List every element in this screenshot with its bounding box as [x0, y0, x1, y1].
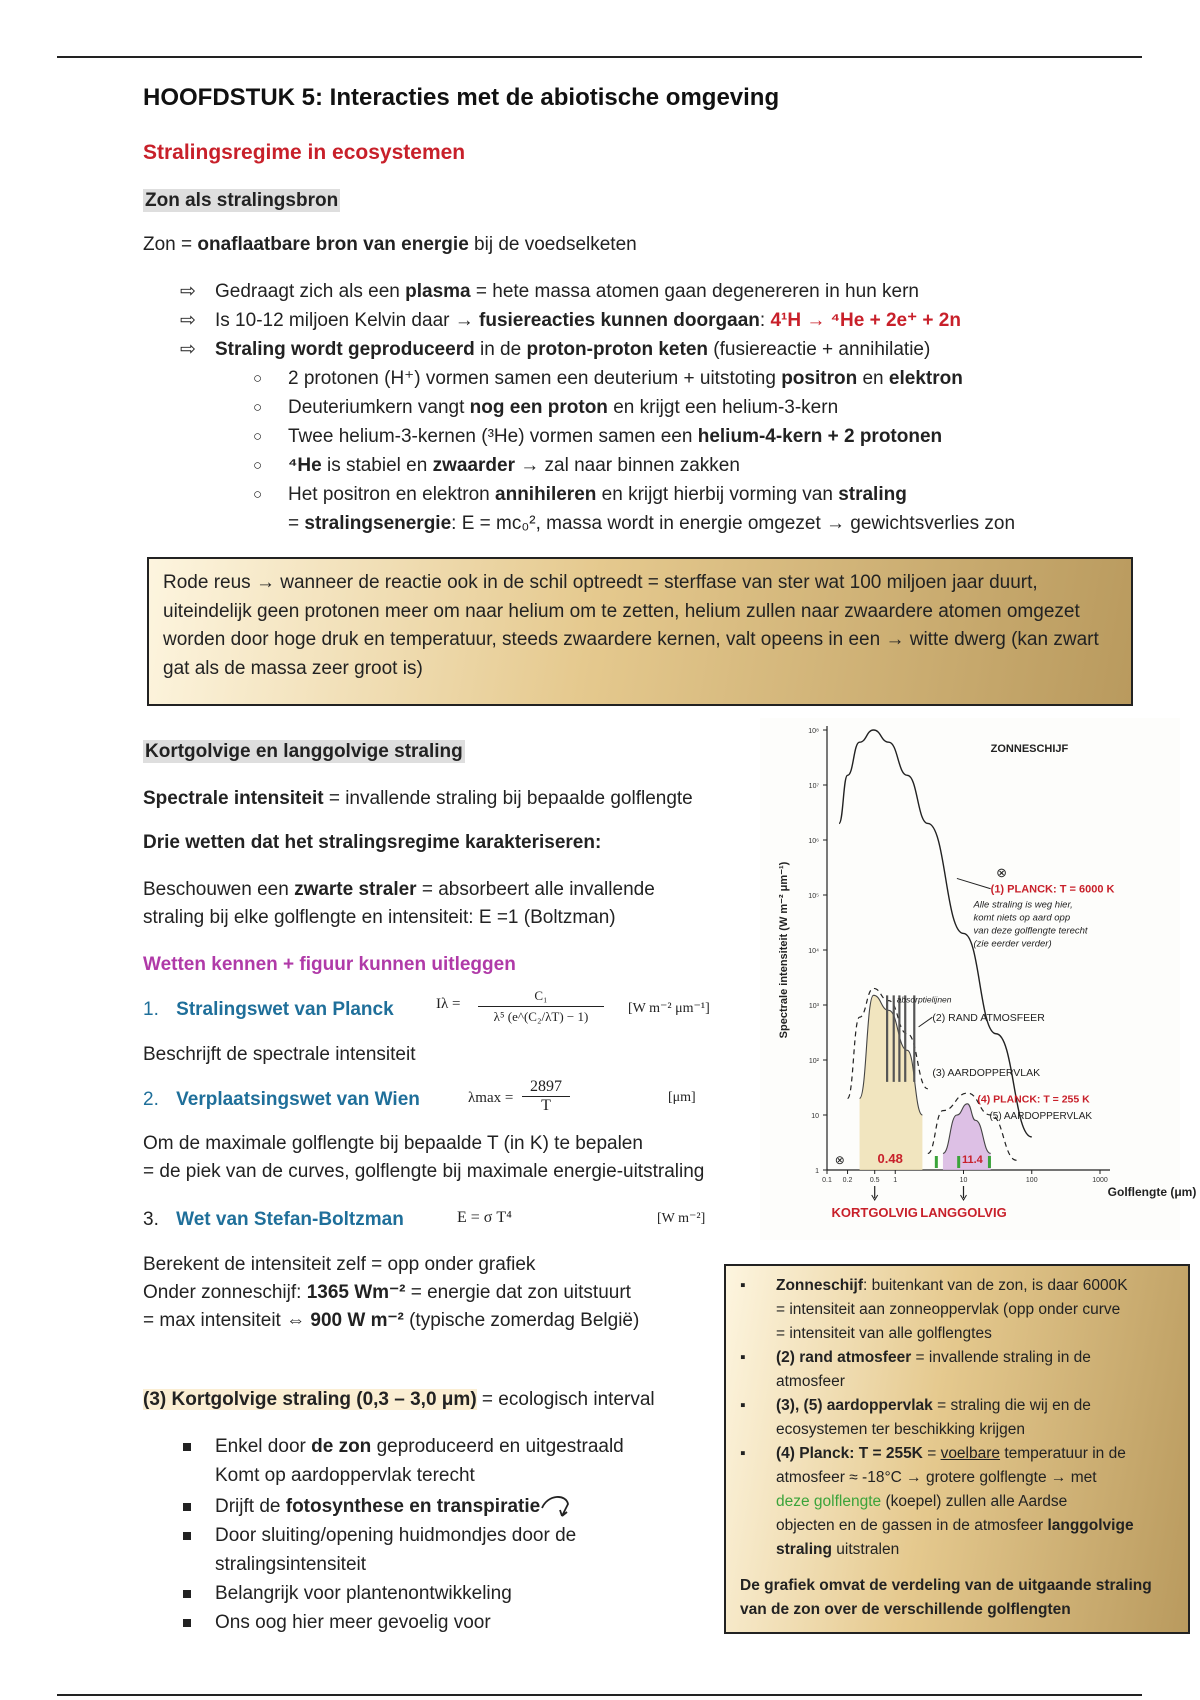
law2-row	[143, 1086, 420, 1114]
planck-lhs: Iλ =	[436, 996, 461, 1012]
l2b: atmosfeer	[776, 1373, 845, 1390]
peak-label-long: 11.4	[961, 1153, 983, 1166]
x-tick-label: 10	[959, 1177, 968, 1184]
list-item-continuation	[250, 509, 1015, 538]
square-bullet-icon: ▪	[740, 1445, 746, 1462]
y-tick-label: 1	[815, 1168, 819, 1175]
planck-fraction	[478, 988, 604, 1025]
s1-mid: en	[857, 368, 889, 389]
list-item-continuation: stralingsintensiteit	[215, 1554, 367, 1575]
s4-bold1: ⁴He	[288, 455, 322, 476]
arrow-icon: ⇨	[180, 339, 196, 360]
s4-bold2: zwaarder	[432, 455, 515, 476]
law3-desc3-pre: = max intensiteit ⇔	[143, 1310, 311, 1331]
p1-bold: plasma	[405, 281, 471, 302]
law3-name: Wet van Stefan-Boltzman	[176, 1209, 404, 1230]
list-item	[740, 1442, 1178, 1562]
s1-bold1: positron	[781, 368, 858, 389]
y-tick-label: 10³	[808, 1003, 819, 1010]
list-item	[740, 1346, 1178, 1394]
planck-unit: [W m⁻² μm⁻¹]	[628, 1001, 710, 1016]
b5: Ons oog hier meer gevoelig voor	[215, 1612, 491, 1633]
law3-desc1: Berekent de intensiteit zelf = opp onder grafiek	[143, 1254, 536, 1275]
l4c-post: (koepel) zullen alle Aardse	[881, 1493, 1068, 1510]
fusion-equation: 4¹H → ⁴He + 2e⁺ + 2n	[770, 310, 961, 331]
list-item	[183, 1490, 624, 1521]
x-tick-label: 0.2	[842, 1177, 853, 1184]
wien-numerator: 2897	[522, 1078, 570, 1097]
s3-pre: Twee helium-3-kernen (³He) vormen samen een	[288, 426, 698, 447]
b1-pre: Enkel door	[215, 1436, 312, 1457]
legend-footer: De grafiek omvat de verdeling van de uitgaande straling van de zon over de verschillende golflengten	[740, 1577, 1152, 1618]
law3-desc3-post: (typische zomerdag België)	[403, 1310, 640, 1331]
s4-mid: is stabiel en	[321, 455, 433, 476]
wien-unit: [μm]	[668, 1090, 696, 1105]
list-item	[183, 1521, 624, 1550]
handwritten-note: van deze golflengte terecht	[973, 925, 1088, 937]
circle-bullet-icon: ○	[253, 399, 263, 416]
spectral-chart	[760, 718, 1197, 1240]
rode-reus-text: Rode reus → wanneer de reactie ook in de schil optreedt = sterffase van ster wat 100 miljoen jaar duurt, uiteindelijk geen protonen meer om naar helium om te zetten, helium zullen naar zwaardere atomen omgezet worden door hoge druk en temperatuur, steeds zwaardere kernen, valt opeens in een → witte dwerg (kan zwart gat als de massa zeer groot is)	[163, 572, 1099, 679]
l4d-pre: objecten en de gassen in de atmosfeer	[776, 1517, 1048, 1534]
square-bullet-icon	[183, 1503, 191, 1511]
s1-pre: 2 protonen (H⁺) vormen samen een deuterium + uitstoting	[288, 368, 782, 389]
stefan-formula: E = σ T⁴	[457, 1209, 512, 1226]
y-tick-label: 10⁵	[808, 893, 819, 900]
circle-bullet-icon: ○	[253, 428, 263, 445]
section-title: Stralingsregime in ecosystemen	[143, 141, 466, 164]
p3-bold2: proton-proton keten	[526, 339, 708, 360]
b1-post: geproduceerd en uitgestraald	[371, 1436, 624, 1457]
l3-post: = straling die wij en de	[932, 1397, 1091, 1414]
l4b: atmosfeer ≈ -18°C → grotere golflengte → met	[776, 1469, 1097, 1486]
list-item	[740, 1394, 1178, 1442]
list-item-continuation: Komt op aardoppervlak terecht	[215, 1465, 475, 1486]
kortgolvig-list	[183, 1432, 624, 1637]
annotation-zonneschijf: ZONNESCHIJF	[990, 742, 1069, 755]
chapter-title: HOOFDSTUK 5: Interacties met de abiotische omgeving	[143, 84, 780, 111]
x-tick-label: 1000	[1092, 1177, 1108, 1184]
curly-arrow-icon	[540, 1490, 574, 1520]
l4-post2: temperatuur in de	[1000, 1445, 1126, 1462]
l3b: ecosystemen ter beschikking krijgen	[776, 1421, 1025, 1438]
law1-name: Stralingswet van Planck	[176, 999, 394, 1020]
p1-post: = hete massa atomen gaan degenereren in hun kern	[470, 281, 920, 302]
p1-pre: Gedraagt zich als een	[215, 281, 406, 302]
l4c-green: deze golflengte	[776, 1493, 882, 1510]
law2-name: Verplaatsingswet van Wien	[176, 1089, 420, 1110]
square-bullet-icon: ▪	[740, 1349, 746, 1366]
list-item	[183, 1579, 624, 1608]
square-bullet-icon	[183, 1590, 191, 1598]
list-item	[250, 364, 1015, 393]
zwart-post2: straling bij elke golflengte en intensiteit: E =1 (Boltzman)	[143, 907, 616, 928]
list-item	[180, 306, 961, 335]
s2-bold: nog een proton	[469, 397, 608, 418]
p2-colon: :	[759, 310, 771, 331]
law1-desc: Beschrijft de spectrale intensiteit	[143, 1044, 416, 1065]
kortgolvig-heading-bold: (3) Kortgolvige straling (0,3 – 3,0 μm)	[143, 1389, 477, 1410]
handwritten-note: Alle straling is weg hier,	[973, 899, 1073, 911]
square-bullet-icon: ▪	[740, 1397, 746, 1414]
straling-heading	[143, 738, 465, 766]
list-item	[183, 1608, 624, 1637]
law2-num: 2.	[143, 1089, 159, 1110]
l4-post1: =	[922, 1445, 941, 1462]
square-bullet-icon	[183, 1619, 191, 1627]
l4-underline: voelbare	[940, 1445, 1001, 1462]
wien-lhs: λmax =	[468, 1090, 514, 1106]
y-tick-label: 10⁶	[808, 838, 819, 845]
s5-bold1: annihileren	[495, 484, 597, 505]
zwart-post1: = absorbeert alle invallende	[416, 879, 655, 900]
legend-list	[726, 1266, 1188, 1562]
s5b-post: : E = mc₀², massa wordt in energie omgezet → gewichtsverlies zon	[451, 513, 1016, 534]
law2-desc1: Om de maximale golflengte bij bepaalde T (in K) te bepalen	[143, 1133, 643, 1154]
straling-heading-text: Kortgolvige en langgolvige straling	[145, 741, 463, 762]
b2-pre: Drijft de	[215, 1496, 286, 1517]
arrow-icon: ⇨	[180, 310, 196, 331]
spectrale-def	[143, 785, 693, 813]
list-item	[250, 393, 1015, 422]
s3-bold: helium-4-kern + 2 protonen	[697, 426, 943, 447]
handwritten-note: (zie eerder verder)	[973, 938, 1052, 950]
series-label-5: (5) AARDOPPERVLAK	[989, 1111, 1093, 1122]
kortgolvig-heading	[143, 1386, 655, 1414]
circle-bullet-icon: ○	[253, 457, 263, 474]
s5b-pre: =	[288, 513, 305, 534]
x-tick-label: 0.5	[869, 1177, 880, 1184]
b3a: Door sluiting/opening huidmondjes door de	[215, 1525, 577, 1546]
zwart-pre: Beschouwen een	[143, 879, 295, 900]
l4e-post: uitstralen	[831, 1541, 900, 1558]
handwritten-note-absorption: absorptielijnen	[896, 994, 952, 1005]
circled-x-icon: ⊗	[834, 1152, 845, 1167]
zon-intro-post: bij de voedselketen	[468, 234, 637, 255]
handwritten-note: komt niets op aard opp	[973, 912, 1071, 924]
s5-pre: Het positron en elektron	[288, 484, 496, 505]
l4d-bold: langgolvige	[1047, 1517, 1134, 1534]
law3-row	[143, 1206, 404, 1234]
law3-desc2-bold: 1365 Wm⁻²	[306, 1282, 406, 1303]
wien-denominator: T	[541, 1097, 551, 1114]
zon-heading	[143, 187, 340, 215]
s5-mid: en krijgt hierbij vorming van	[596, 484, 839, 505]
drie-wetten: Drie wetten dat het stralingsregime karakteriseren:	[143, 832, 602, 853]
kortgolvig-heading-post: = ecologisch interval	[476, 1389, 655, 1410]
arrow-icon: ⇨	[180, 281, 196, 302]
circled-x-icon: ⊗	[996, 865, 1007, 881]
bottom-rule	[57, 1694, 1142, 1696]
legend-box	[724, 1264, 1190, 1634]
law3-desc	[143, 1251, 639, 1335]
law3-desc3-bold: 900 W m⁻²	[310, 1310, 404, 1331]
square-bullet-icon	[183, 1443, 191, 1451]
s2-post: en krijgt een helium-3-kern	[607, 397, 839, 418]
list-item	[180, 335, 961, 364]
list-item	[250, 480, 1015, 509]
wien-fraction	[522, 1078, 570, 1115]
l4e-bold: straling	[776, 1541, 832, 1558]
law3-num: 3.	[143, 1209, 159, 1230]
series-label-4: (4) PLANCK: T = 255 K	[977, 1093, 1090, 1106]
x-tick-label: 0.1	[822, 1177, 832, 1184]
spec-bold: Spectrale intensiteit	[143, 788, 324, 809]
rode-reus-box	[147, 557, 1133, 706]
y-tick-label: 10⁸	[808, 728, 819, 735]
x-tick-label: 1	[893, 1177, 898, 1184]
p2-pre: Is 10-12 miljoen Kelvin daar →	[215, 310, 480, 331]
planck-formula	[436, 996, 460, 1013]
top-rule	[57, 56, 1142, 58]
peak-label-short: 0.48	[877, 1150, 903, 1166]
list-item	[183, 1432, 624, 1461]
l3-bold: (3), (5) aardoppervlak	[776, 1397, 933, 1414]
law3-desc2-pre: Onder zonneschijf:	[143, 1282, 307, 1303]
p2-bold: fusiereacties kunnen doorgaan	[479, 310, 760, 331]
l1c: = intensiteit van alle golflengtes	[776, 1325, 992, 1342]
list-item	[250, 451, 1015, 480]
law2-desc	[143, 1130, 704, 1186]
list-item	[250, 422, 1015, 451]
law2-desc2: = de piek van de curves, golflengte bij maximale energie-uitstraling	[143, 1161, 705, 1182]
series-label-1: (1) PLANCK: T = 6000 K	[990, 883, 1115, 896]
l4-bold: (4) Planck: T = 255K	[776, 1445, 923, 1462]
y-tick-label: 10⁴	[808, 948, 819, 955]
s5b-bold: stralingsenergie	[304, 513, 452, 534]
s4-post: → zal naar binnen zakken	[514, 455, 740, 476]
s2-pre: Deuteriumkern vangt	[288, 397, 470, 418]
l2-bold: (2) rand atmosfeer	[776, 1349, 912, 1366]
s1-bold2: elektron	[888, 368, 963, 389]
l1-post: : buitenkant van de zon, is daar 6000K	[862, 1277, 1128, 1294]
circle-bullet-icon: ○	[253, 486, 263, 503]
y-tick-label: 10²	[808, 1058, 819, 1065]
b4: Belangrijk voor plantenontwikkeling	[215, 1583, 512, 1604]
zwarte-straler	[143, 876, 655, 932]
series-label-2: (2) RAND ATMOSFEER	[932, 1012, 1045, 1025]
s5-bold2: straling	[838, 484, 907, 505]
y-tick-label: 10⁷	[808, 783, 819, 790]
zon-heading-text: Zon als stralingsbron	[145, 190, 339, 211]
zon-intro-bold: onaflaatbare bron van energie	[197, 234, 469, 255]
spec-post: = invallende straling bij bepaalde golflengte	[323, 788, 693, 809]
planck-denominator: λ⁵ (e^(C₂/λT) − 1)	[493, 1009, 589, 1024]
series-label-3: (3) AARDOPPERVLAK	[932, 1067, 1041, 1080]
p3-mid: in de	[474, 339, 527, 360]
zwart-bold: zwarte straler	[294, 879, 417, 900]
square-bullet-icon: ▪	[740, 1277, 746, 1294]
circle-bullet-icon: ○	[253, 370, 263, 387]
list-item	[180, 277, 961, 306]
x-tick-label: 100	[1025, 1177, 1038, 1184]
zon-intro-pre: Zon =	[143, 234, 198, 255]
stefan-unit: [W m⁻²]	[657, 1211, 706, 1226]
b1-bold: de zon	[311, 1436, 372, 1457]
law3-desc2-post: = energie dat zon uitstuurt	[405, 1282, 631, 1303]
law1-num: 1.	[143, 999, 159, 1020]
x-axis-label: Golflengte (μm)	[1107, 1185, 1197, 1199]
y-tick-label: 10	[811, 1113, 819, 1120]
band-label-kortgolvig: KORTGOLVIG	[831, 1205, 918, 1220]
p3-bold1: Straling wordt geproduceerd	[215, 339, 475, 360]
l1-bold: Zonneschijf	[776, 1277, 863, 1294]
l2-post: = invallende straling in de	[911, 1349, 1091, 1366]
square-bullet-icon	[183, 1532, 191, 1540]
y-axis-label: Spectrale intensiteit (W m⁻² μm⁻¹)	[778, 861, 790, 1039]
list-item	[740, 1274, 1178, 1346]
wetten-kennen: Wetten kennen + figuur kunnen uitleggen	[143, 954, 516, 975]
zon-intro	[143, 231, 637, 259]
l1b: = intensiteit aan zonneoppervlak (opp onder curve	[776, 1301, 1121, 1318]
zon-arrow-list	[180, 277, 961, 364]
p3-post: (fusiereactie + annihilatie)	[708, 339, 931, 360]
planck-numerator: C₁	[478, 988, 604, 1007]
proton-chain-list	[250, 364, 1015, 538]
b2-bold: fotosynthese en transpiratie	[285, 1496, 541, 1517]
band-label-langgolvig: LANGGOLVIG	[920, 1205, 1007, 1220]
